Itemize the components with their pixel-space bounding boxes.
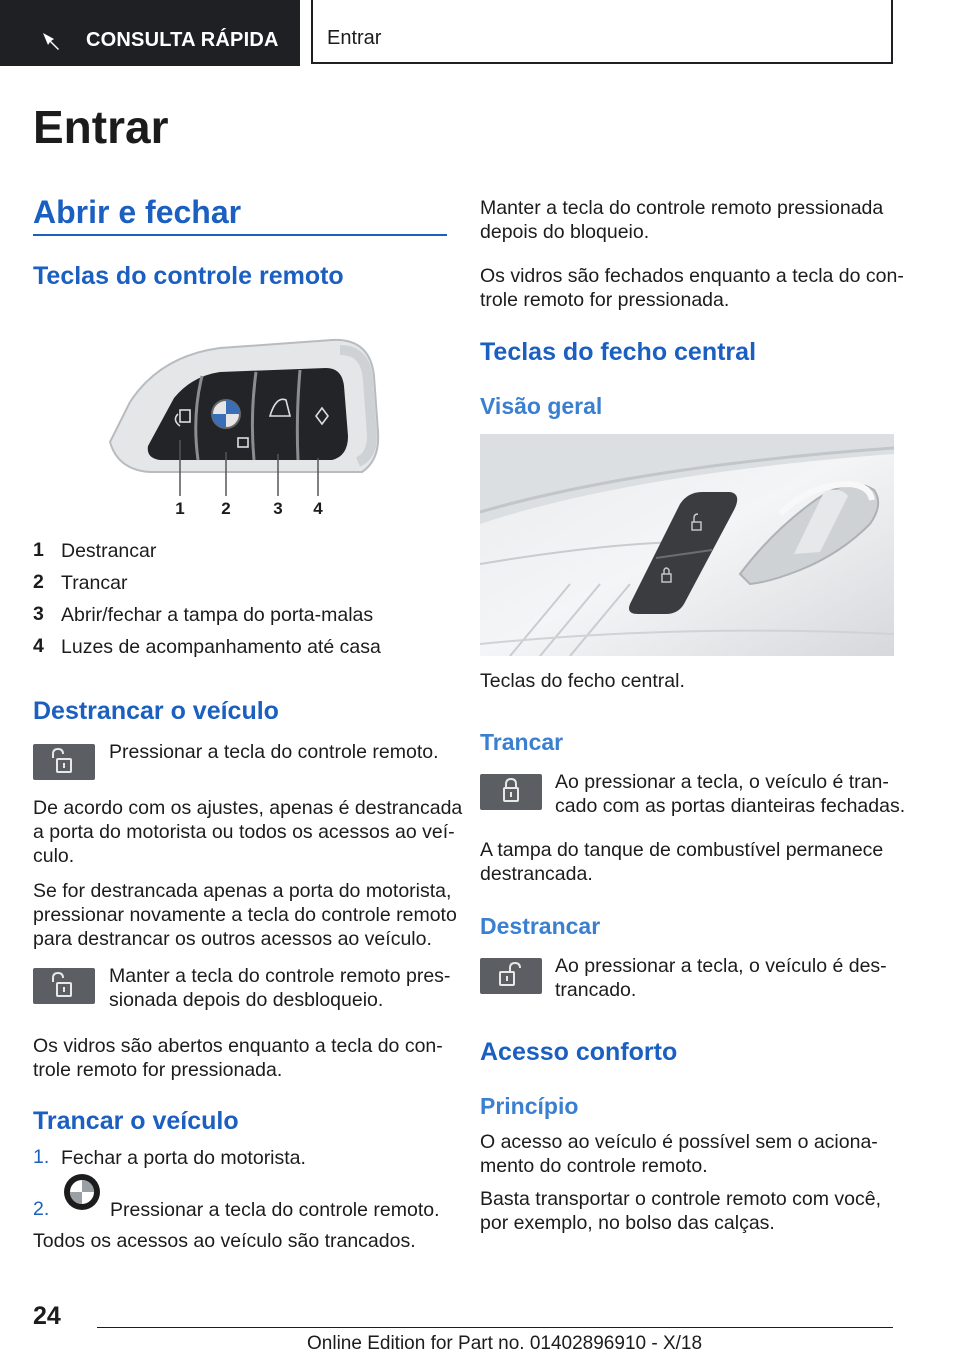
heading-lock-vehicle: Trancar o veículo [33, 1107, 239, 1135]
legend-text-3: Abrir/fechar a tampa do porta-malas [61, 604, 374, 626]
heading-open-close: Abrir e fechar [33, 194, 242, 230]
heading-comfort-access: Acesso conforto [480, 1038, 678, 1066]
unlock-hold-button-icon [33, 968, 95, 1004]
lock-text-line-2: cado com as portas dianteiras fechadas. [555, 795, 906, 817]
unlock-paragraph-1: Pressionar a tecla do controle remoto. [109, 741, 439, 763]
principle-paragraph-1-line-2: mento do controle remoto. [480, 1155, 708, 1177]
fuel-text-line-2: destrancada. [480, 863, 593, 885]
step-2-text: Pressionar a tecla do controle remoto. [110, 1199, 440, 1221]
lock-result-text: Todos os acessos ao veículo são trancados. [33, 1230, 416, 1252]
right-paragraph-2-line-1: Os vidros são fechados enquanto a tecla do con- [480, 265, 904, 287]
remote-key-figure [100, 336, 390, 518]
right-paragraph-1-line-1: Manter a tecla do controle remoto pressionada [480, 197, 884, 219]
photo-caption: Teclas do fecho central. [480, 670, 685, 692]
unlock-paragraph-2-line-3: culo. [33, 845, 75, 867]
unlock-paragraph-2-line-1: De acordo com os ajustes, apenas é destrancada [33, 797, 463, 819]
pin-icon [40, 30, 62, 52]
legend-num-3: 3 [33, 603, 44, 625]
heading-principle: Princípio [480, 1093, 579, 1119]
header-section-label: Entrar [327, 27, 382, 49]
central-lock-photo [480, 434, 894, 656]
heading-unlock-vehicle: Destrancar o veículo [33, 697, 279, 725]
header-tab-quick-reference[interactable] [0, 0, 300, 66]
unlock-paragraph-3-line-2: pressionar novamente a tecla do controle remoto [33, 904, 457, 926]
legend-num-2: 2 [33, 571, 44, 593]
step-2-number: 2. [33, 1198, 50, 1220]
right-paragraph-2-line-2: trole remoto for pressionada. [480, 289, 730, 311]
unlock-paragraph-2-line-2: a porta do motorista ou todos os acessos ao veí- [33, 821, 455, 843]
heading-rule [33, 234, 447, 236]
legend-text-4: Luzes de acompanhamento até casa [61, 636, 381, 658]
principle-paragraph-2-line-1: Basta transportar o controle remoto com você, [480, 1188, 882, 1210]
unlock-key-icon [480, 958, 542, 994]
legend-num-1: 1 [33, 539, 44, 561]
lock-button-icon [480, 774, 542, 810]
unlock-button-icon [33, 744, 95, 780]
footer-rule [97, 1327, 893, 1328]
step-1-number: 1. [33, 1146, 50, 1168]
key-label-3: 3 [273, 499, 283, 518]
unlock-paragraph-5-line-2: trole remoto for pressionada. [33, 1059, 283, 1081]
key-label-4: 4 [313, 499, 323, 518]
header-section-box [311, 0, 893, 64]
page-number: 24 [33, 1302, 61, 1330]
unlock-text-line-2: trancado. [555, 979, 637, 1001]
unlock-paragraph-5-line-1: Os vidros são abertos enquanto a tecla do con- [33, 1035, 443, 1057]
key-label-1: 1 [175, 499, 185, 518]
heading-unlock: Destrancar [480, 913, 601, 939]
page-title: Entrar [33, 101, 169, 153]
header-tab-label: CONSULTA RÁPIDA [86, 29, 279, 51]
step-1-text: Fechar a porta do motorista. [61, 1147, 306, 1169]
footer-edition: Online Edition for Part no. 01402896910 - X/18 [307, 1333, 703, 1354]
key-label-2: 2 [221, 499, 231, 518]
bmw-logo-icon [62, 1172, 102, 1212]
principle-paragraph-1-line-1: O acesso ao veículo é possível sem o aciona- [480, 1131, 878, 1153]
heading-central-lock-keys: Teclas do fecho central [480, 338, 757, 366]
fuel-text-line-1: A tampa do tanque de combustível permanece [480, 839, 884, 861]
unlock-paragraph-4-line-2: sionada depois do desbloqueio. [109, 989, 384, 1011]
heading-overview: Visão geral [480, 393, 603, 419]
legend-text-2: Trancar [61, 572, 128, 594]
unlock-text-line-1: Ao pressionar a tecla, o veículo é des- [555, 955, 887, 977]
heading-remote-keys: Teclas do controle remoto [33, 262, 344, 290]
unlock-paragraph-3-line-3: para destrancar os outros acessos ao veículo. [33, 928, 432, 950]
unlock-paragraph-3-line-1: Se for destrancada apenas a porta do motorista, [33, 880, 452, 902]
legend-text-1: Destrancar [61, 540, 157, 562]
right-paragraph-1-line-2: depois do bloqueio. [480, 221, 650, 243]
heading-lock: Trancar [480, 729, 564, 755]
principle-paragraph-2-line-2: por exemplo, no bolso das calças. [480, 1212, 775, 1234]
unlock-paragraph-4-line-1: Manter a tecla do controle remoto pres- [109, 965, 451, 987]
legend-num-4: 4 [33, 635, 44, 657]
lock-text-line-1: Ao pressionar a tecla, o veículo é tran- [555, 771, 889, 793]
